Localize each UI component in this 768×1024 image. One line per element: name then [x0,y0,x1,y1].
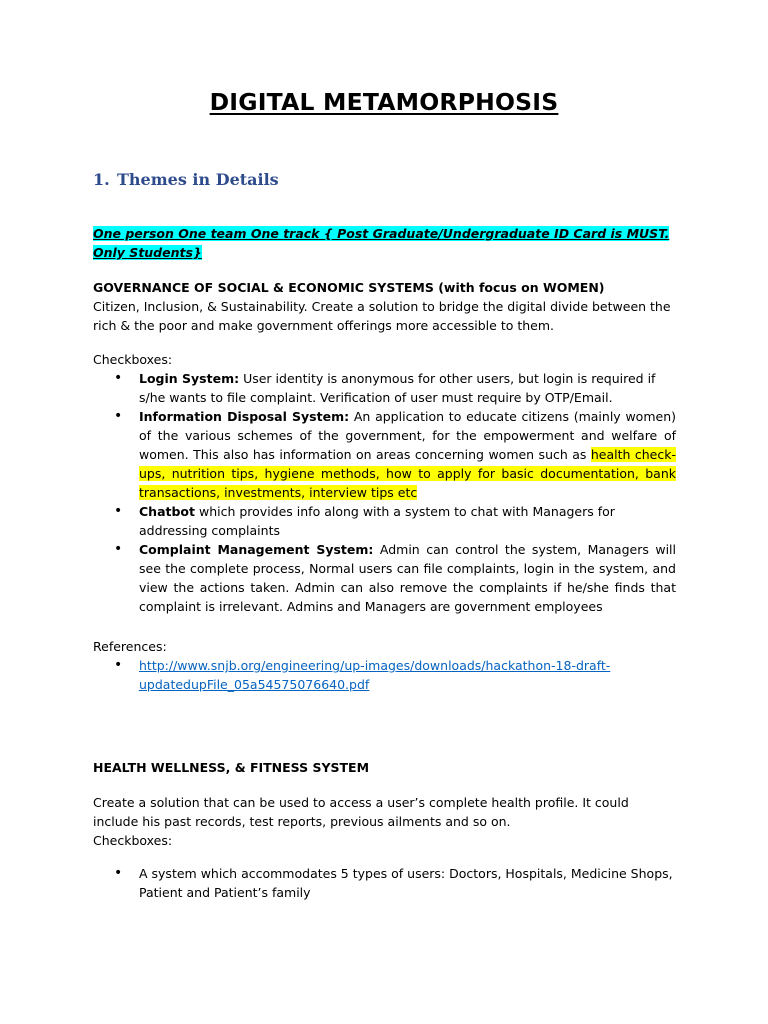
health-description: Create a solution that can be used to access a user’s complete health profile. It could include his past records, test reports, previous ailments and so on. [93,795,629,829]
list-item [93,864,676,902]
references-label: References: [93,639,167,654]
document-title: DIGITAL METAMORPHOSIS [209,88,559,116]
health-checklist [93,864,676,902]
governance-section [93,278,676,335]
list-item [93,407,676,502]
governance-checklist [93,369,676,616]
list-item [93,540,676,616]
eligibility-notice-text: One person One team One track { Post Graduate/Undergraduate ID Card is MUST. Only Students} [93,226,670,260]
list-item-term: Complaint Management System: [139,542,374,557]
list-item-text: Admin can control the system, Managers will see the complete process, Normal users can file complaints, login in the system, and view the actions taken. Admin can also remove the complaints if he/she finds that complaint is irrelevant. Admins and Managers are government employees [139,542,676,614]
list-item-term: Chatbot [139,504,195,519]
section-number: 1. [93,170,110,189]
list-item-text: which provides info along with a system to chat with Managers for addressing complaints [139,504,615,538]
list-item-text: A system which accommodates 5 types of users: Doctors, Hospitals, Medicine Shops, Patient and Patient’s family [139,866,673,900]
section-heading [93,170,279,189]
reference-link[interactable]: http://www.snjb.org/engineering/up-images/downloads/hackathon-18-draft-updatedupFile_05a54575076640.pdf [139,658,611,692]
health-heading-text: HEALTH WELLNESS, & FITNESS SYSTEM [93,760,370,775]
list-item-term: Information Disposal System: [139,409,350,424]
governance-checkboxes-label: Checkboxes: [93,352,173,367]
list-item [93,656,676,694]
highlighted-topics: health check-ups, nutrition tips, hygiene methods, how to apply for basic documentation, bank transactions, investments, interview tips etc [139,447,676,500]
eligibility-notice [93,224,676,262]
governance-heading: GOVERNANCE OF SOCIAL & ECONOMIC SYSTEMS (with focus on WOMEN) [93,280,605,295]
governance-description: Citizen, Inclusion, & Sustainability. Create a solution to bridge the digital divide between the rich & the poor and make government offerings more accessible to them. [93,299,671,333]
list-item-text: An application to educate citizens (mainly women) of the various schemes of the government, for the empowerment and welfare of women. This also has information on areas concerning women such as [139,409,676,462]
health-checkboxes-label: Checkboxes: [93,833,173,848]
health-section [93,793,676,850]
list-item-text: User identity is anonymous for other users, but login is required if s/he wants to file complaint. Verification of user must require by OTP/Email. [139,371,656,405]
list-item [93,502,676,540]
list-item [93,369,676,407]
health-heading [93,758,676,777]
section-title: Themes in Details [117,170,279,189]
list-item-term: Login System: [139,371,240,386]
references-list [93,656,676,694]
